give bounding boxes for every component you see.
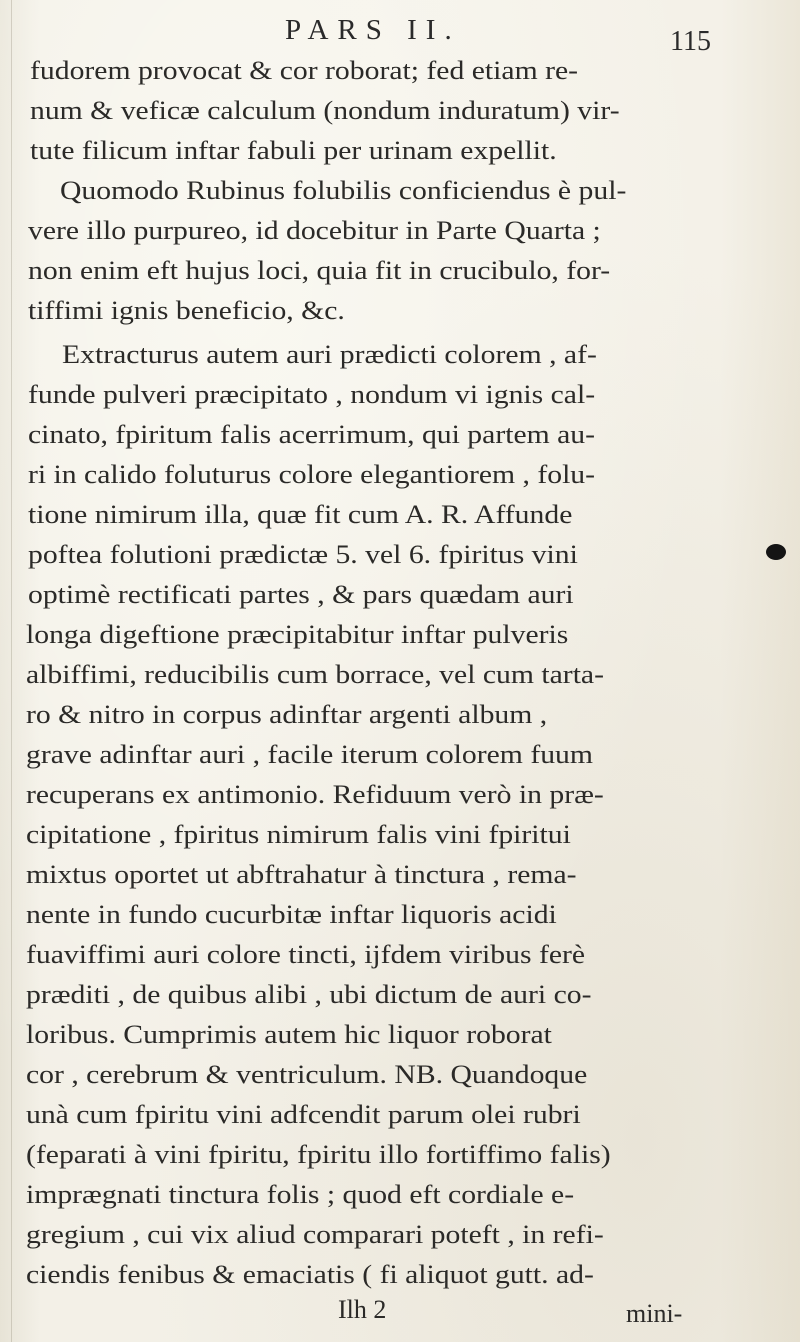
- text-line: gregium , cui vix aliud comparari poteft , in refi-: [26, 1219, 604, 1249]
- text-line: præditi , de quibus alibi , ubi dictum de auri co-: [26, 979, 592, 1009]
- text-line: imprægnati tinctura folis ; quod eft cordiale e-: [26, 1179, 575, 1209]
- text-line: Quomodo Rubinus folubilis conficiendus è pul-: [60, 175, 627, 205]
- text-line: longa digeftione præcipitabitur inftar pulveris: [26, 619, 569, 649]
- text-line: loribus. Cumprimis autem hic liquor roborat: [26, 1019, 552, 1049]
- text-line: grave adinftar auri , facile iterum colorem fuum: [26, 739, 593, 769]
- ink-spot: [766, 544, 786, 560]
- page-header: [0, 10, 800, 57]
- text-line: cor , cerebrum & ventriculum. NB. Quandoque: [26, 1059, 588, 1089]
- text-line: unà cum fpiritu vini adfcendit parum olei rubri: [26, 1099, 581, 1129]
- text-line: funde pulveri præcipitato , nondum vi ignis cal-: [28, 379, 596, 409]
- running-title: PARS II.: [285, 14, 461, 46]
- text-line: albiffimi, reducibilis cum borrace, vel cum tarta-: [26, 659, 605, 689]
- text-line: ri in calido foluturus colore elegantiorem , folu-: [28, 459, 596, 489]
- text-line: fuaviffimi auri colore tincti, ijfdem viribus ferè: [26, 939, 586, 969]
- signature-mark: Ilh 2: [338, 1295, 387, 1324]
- text-line: recuperans ex antimonio. Refiduum verò in præ-: [26, 779, 604, 809]
- text-line: Extracturus autem auri prædicti colorem , af-: [62, 339, 597, 369]
- text-line: cipitatione , fpiritus nimirum falis vini fpiritui: [26, 819, 571, 849]
- text-line: tiffimi ignis beneficio, &c.: [28, 295, 345, 325]
- text-line: ciendis fenibus & emaciatis ( fi aliquot gutt. ad-: [26, 1259, 594, 1289]
- text-line: poftea folutioni prædictæ 5. vel 6. fpiritus vini: [28, 539, 578, 569]
- text-line: (feparati à vini fpiritu, fpiritu illo fortiffimo falis): [26, 1139, 611, 1169]
- text-line: ro & nitro in corpus adinftar argenti album ,: [26, 699, 548, 729]
- text-line: nente in fundo cucurbitæ inftar liquoris acidi: [26, 899, 557, 929]
- page-footer: [0, 1290, 800, 1330]
- catchword: mini-: [626, 1299, 683, 1328]
- text-line: tute filicum inftar fabuli per urinam expellit.: [30, 135, 557, 165]
- page-number: 115: [670, 26, 711, 57]
- text-line: vere illo purpureo, id docebitur in Parte Quarta ;: [28, 215, 601, 245]
- text-line: num & veficæ calculum (nondum induratum) vir-: [30, 95, 620, 125]
- text-line: optimè rectificati partes , & pars quædam auri: [28, 579, 574, 609]
- text-line: non enim eft hujus loci, quia fit in crucibulo, for-: [28, 255, 611, 285]
- text-line: fudorem provocat & cor roborat; fed etiam re-: [30, 55, 579, 85]
- text-line: mixtus oportet ut abftrahatur à tinctura , rema-: [26, 859, 577, 889]
- body-text: [0, 50, 800, 1290]
- text-line: tione nimirum illa, quæ fit cum A. R. Affunde: [28, 499, 573, 529]
- text-line: cinato, fpiritum falis acerrimum, qui partem au-: [28, 419, 596, 449]
